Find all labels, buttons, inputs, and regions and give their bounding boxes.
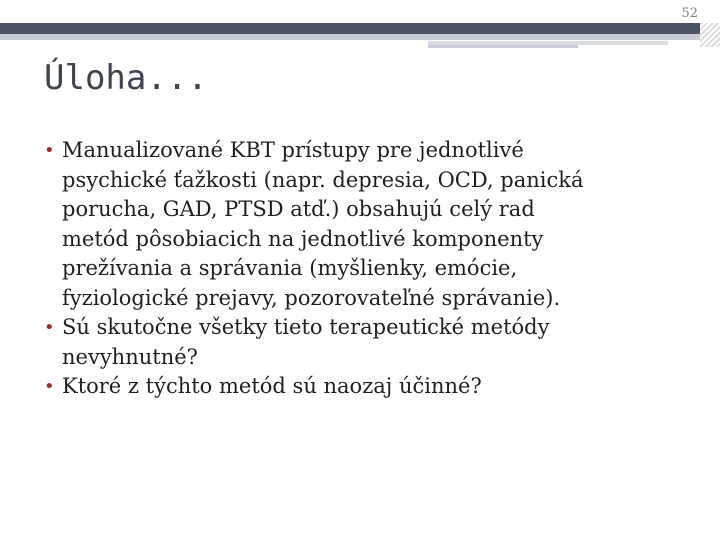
bullet-line: psychické ťažkosti (napr. depresia, OCD, panická [62, 167, 584, 192]
bullet-item [40, 313, 700, 372]
bullet-marker: • [44, 317, 55, 338]
bullet-list [40, 136, 700, 402]
bullet-marker: • [44, 376, 55, 397]
bullet-line: Sú skutočne všetky tieto terapeutické metódy [62, 315, 550, 339]
bullet-line: nevyhnutné? [62, 344, 198, 369]
bullet-item [40, 372, 700, 402]
bullet-line: fyziologické prejavy, pozorovateľné správanie). [62, 285, 561, 310]
bullet-line: prežívania a správania (myšlienky, emócie, [62, 256, 518, 280]
bullet-item [40, 136, 700, 313]
bullet-line: Manualizované KBT prístupy pre jednotlivé [62, 138, 524, 162]
slide-title: Úloha... [44, 58, 208, 98]
header-accent-line [0, 34, 700, 40]
bullet-line: Ktoré z týchto metód sú naozaj účinné? [62, 374, 482, 398]
bullet-marker: • [44, 140, 55, 161]
bullet-line: porucha, GAD, PTSD atď.) obsahujú celý rad [62, 197, 535, 221]
page-number: 52 [681, 6, 698, 21]
header-accent-segment-short [428, 45, 578, 48]
bullet-line: metód pôsobiacich na jednotlivé komponenty [62, 226, 544, 251]
header-bar-corner-pattern [700, 23, 720, 47]
header-bar [0, 23, 700, 34]
